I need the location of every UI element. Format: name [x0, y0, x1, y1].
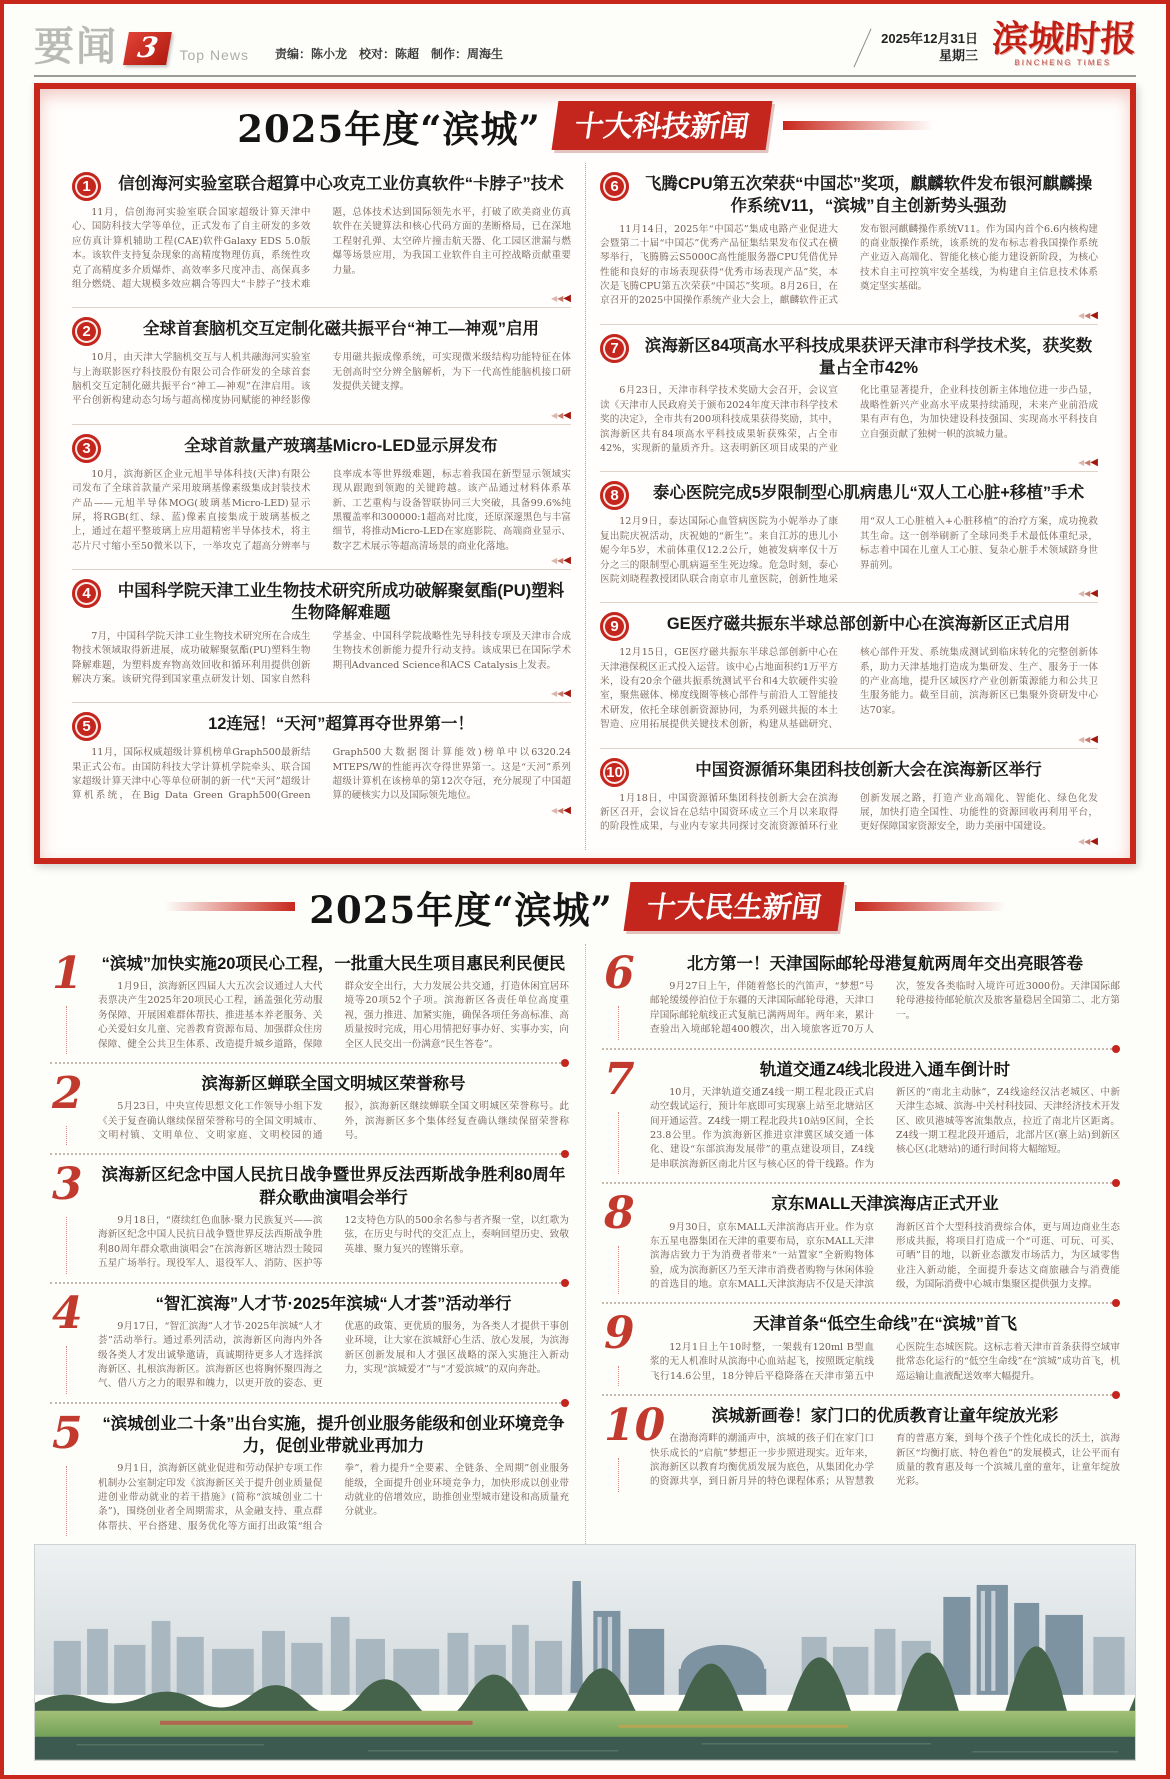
- livelihood-news-item-9: [602, 1302, 1120, 1393]
- news-headline: 全球首款量产玻璃基Micro-LED显示屏发布: [184, 436, 498, 455]
- livelihood-news-item-5: [50, 1402, 569, 1544]
- item-number-badge: 10: [600, 758, 629, 787]
- news-body: 9月30日，京东MALL天津滨海店开业。作为京东五星电器集团在天津的重要布局，京东MALL天津滨海店致力于为消费者带来“一站置家”全新购物体验，成为滨海新区乃至天津市消费者购物与休闲体验的首选目的地。京东MALL天津滨海店不仅是天津滨海新区首个大型科技消费综合体，更与周边商业生态形成共振，将项目打造成一个“可逛、可玩、可买、可晒”目的地，以新业态激发市场活力，为区域零售业注入新动能，全面提升泰达文商旅融合与消费能级，为国际消费中心城市集聚区提供强力支撑。: [650, 1221, 1120, 1291]
- dotted-rail: [66, 1346, 67, 1394]
- tech-section-title-row: [58, 93, 1112, 163]
- dotted-rail: [66, 1126, 67, 1145]
- end-arrows-icon: ◀◀◀: [550, 293, 571, 305]
- page-header: [34, 14, 1136, 77]
- news-body: 5月23日，中央宣传思想文化工作领导小组下发《关于复查确认继续保留荣誉称号的全国文明城市、文明村镇、文明单位、文明家庭、文明校园的通报》，滨海新区继续蝉联全国文明城区荣誉称号。此外，滨海新区多个集体经复查确认继续保留荣誉称号。: [98, 1101, 569, 1142]
- gradient-rule: [165, 902, 295, 911]
- item-number: 4: [52, 1287, 83, 1339]
- tech-left-column: [58, 163, 585, 850]
- livelihood-section-title: 2025年度“滨城”: [309, 887, 613, 932]
- tech-section-badge: 十大科技新闻: [551, 101, 772, 150]
- item-number-badge: 7: [600, 334, 629, 363]
- cityscape-illustration: [35, 1545, 1135, 1760]
- dotted-rail: [618, 1458, 619, 1492]
- livelihood-news-item-2: [50, 1062, 569, 1153]
- news-body: 1月18日，中国资源循环集团科技创新大会在滨海新区召开，会议旨在总结中国资环成立三个月以来取得的阶段性成果，与业内专家共同探讨交流资源循环行业创新发展之路，打造产业高端化、智能化、绿色化发展，加快打造全国性、功能性的资源回收再利用平台，更好保障国家资源安全，助力美丽中国建设。: [600, 792, 1098, 833]
- news-body: 9月18日，“赓续红色血脉·聚力民族复兴——滨海新区纪念中国人民抗日战争暨世界反法西斯战争胜利80周年群众歌曲演唱会”在滨海新区塘沽烈士陵园五星广场举行。现役军人、退役军人、消防、医护等12支特色方队的500余名参与者齐聚一堂，以红歌为弦，在历史与时代的交汇点上，奏响回望历史、致敬英雄、聚力复兴的铿锵乐章。: [98, 1214, 569, 1270]
- news-body: 11月，信创海河实验室联合国家超级计算天津中心、国防科技大学等单位，正式发布了自主研发的多效应仿真计算机辅助工程(CAE)软件Galaxy EDS 5.0版本。该软件支持复杂现象的高精度物理仿真，系统性攻克了高精度多介质爆炸、高效率多尺度冲击、高保真多组分燃烧、超大规模多效应耦合等四大“卡脖子”技术难题，总体技术达到国际领先水平，打破了欧美商业仿真软件在关键算法和核心代码方面的垄断格局，已在深地工程射孔弹、太空碎片撞击航天器、化工园区泄漏与燃爆等场景应用，为我国工业软件自主可控战略贡献重要力量。: [72, 206, 571, 290]
- news-body: 9月27日上午，伴随着悠长的汽笛声，“梦想”号邮轮缓缓停泊位于东疆的天津国际邮轮母港，天津口岸国际邮轮航线正式复航已满两周年。两年来，累计查验出入境邮轮超400艘次，出入境旅客近70万人次，签发各类临时入境许可近3000份。天津国际邮轮母港接待邮轮航次及旅客量稳居全国第二、北方第一。: [650, 981, 1120, 1036]
- tech-news-item-7: [600, 324, 1098, 471]
- section-label-english: Top News: [179, 46, 249, 63]
- tech-news-item-2: [72, 307, 571, 424]
- end-arrows-icon: ◀◀◀: [1077, 733, 1098, 745]
- livelihood-news-item-3: [50, 1153, 569, 1281]
- livelihood-right-column: [585, 944, 1136, 1544]
- dotted-rail: [66, 1217, 67, 1273]
- livelihood-news-item-1: [50, 944, 569, 1062]
- livelihood-news-item-10: [602, 1394, 1120, 1500]
- item-number: 8: [604, 1188, 635, 1240]
- news-headline: “智汇滨海”人才节·2025年滨城“人才荟”活动举行: [155, 1294, 512, 1313]
- news-body: 12月1日上午10时整，一架载有120ml B型血浆的无人机准时从滨海中心血站起飞，按照既定航线飞行14.6公里，18分钟后平稳降落在天津市第五中心医院生态城医院。这标志着天津市首条获得空域审批常态化运行的“低空生命线”在“滨城”成功首飞，机巡运输让血液配送效率大幅提升。: [650, 1341, 1120, 1382]
- diagonal-divider: [854, 29, 872, 68]
- news-headline: 飞腾CPU第五次荣获“中国芯”奖项，麒麟软件发布银河麒麟操作系统V11，“滨城”自主创新势头强劲: [644, 174, 1093, 216]
- news-headline: 天津首条“低空生命线”在“滨城”首飞: [753, 1315, 1017, 1334]
- news-headline: 北方第一！天津国际邮轮母港复航两周年交出亮眼答卷: [687, 954, 1083, 973]
- news-headline: GE医疗磁共振东半球总部创新中心在滨海新区正式启用: [666, 615, 1071, 634]
- item-number: 10: [604, 1399, 666, 1451]
- end-arrows-icon: ◀◀◀: [1077, 588, 1098, 600]
- tech-right-column: [585, 163, 1112, 850]
- gradient-rule: [783, 121, 933, 130]
- item-number: 1: [52, 947, 83, 999]
- news-body: 11月14日，2025年“中国芯”集成电路产业促进大会暨第二十届“中国芯”优秀产品征集结果发布仪式在横琴举行，飞腾腾云S5000C高性能服务器CPU凭借优异性能和良好的市场表现获得“优秀市场表现产品”奖，本次是飞腾CPU第五次荣获“中国芯”奖项。8月26日，在京召开的2025中国操作系统产业大会上，麒麟软件正式发布银河麒麟操作系统V11。作为国内首个6.6内核构建的商业版操作系统，该系统的发布标志着我国操作系统产业迈入高端化、智能化核心能力建设新阶段，为核心技术自主可控筑牢安全基线，为构建自主信息技术体系奠定坚实基础。: [600, 223, 1098, 307]
- news-body: 7月，中国科学院天津工业生物技术研究所在合成生物技术领域取得新进展，成功破解聚氨酯(PU)塑料生物降解难题，为塑料废弃物高效回收和循环利用提供创新解决方案。该研究得到国家重点研发计划、国家自然科学基金、中国科学院战略性先导科技专项及天津市合成生物技术创新能力提升行动支持。该成果已在国际学术期刊Advanced Science和ACS Catalysis上发表。: [72, 630, 571, 685]
- publication-date: [881, 30, 978, 65]
- tech-news-item-9: [600, 602, 1098, 747]
- news-headline: 京东MALL天津滨海店正式开业: [771, 1195, 999, 1214]
- item-number-badge: 5: [72, 712, 101, 741]
- livelihood-news-item-7: [602, 1048, 1120, 1183]
- page-number: 3: [135, 31, 161, 65]
- news-body: 9月1日，滨海新区就业促进和劳动保护专项工作机制办公室制定印发《滨海新区关于提升创业质量促进创业带动就业的若干措施》(简称“滨城创业二十条”)，围绕创业者全周期需求，从金融支持、重点群体帮扶、平台搭建、服务优化等方面打出政策“组合拳”，着力提升“全要素、全链条、全周期”创业服务能级，全面提升创业环境竞争力，加快形成以创业带动就业的倍增效应，助推创业型城市建设和高质量充分就业。: [98, 1463, 569, 1532]
- news-body: 9月17日，“智汇滨海”人才节·2025年滨城“人才荟”活动举行。通过系列活动，滨海新区向海内外各级各类人才发出诚挚邀请，真诚期待更多人才选择滨海新区、扎根滨海新区。滨海新区也将胸怀聚四海之气、借八方之力的眼界和魄力，以更开放的姿态、更优惠的政策、更优质的服务，为各类人才提供干事创业环境，让大家在滨城舒心生活、放心发展，为滨海新区创新发展和人才强区战略的深入实施注入新动力，实现“滨城爱才”与“才爱滨城”的双向奔赴。: [98, 1320, 569, 1390]
- news-headline: 泰心医院完成5岁限制型心肌病患儿“双人工心脏+移植”手术: [652, 484, 1085, 503]
- tech-news-item-10: [600, 748, 1098, 850]
- news-body: 11月，国际权威超级计算机榜单Graph500最新结果正式公布。由国防科技大学计算机学院牵头、联合国家超级计算天津中心等单位研制的新一代“天河”超级计算机系统，在Big Data Green Graph500(Green Graph500大数据图计算能效)榜单中以6320.24 MTEPS/W的性能再次夺得世界第一。这是“天河”系列超级计算机在该榜单的第12次夺冠，充分展现了中国超算的硬核实力以及国际领先地位。: [72, 747, 571, 802]
- item-number-badge: 9: [600, 612, 629, 641]
- news-body: 在渤海湾畔的潮涌声中，滨城的孩子们在家门口快乐成长的“启航”梦想正一步步照进现实。近年来，滨海新区以教育均衡优质发展为底色，从集团化办学的资源共享，到日新月异的特色课程体系；从智慧教育的普惠方案，到每个孩子个性化成长的沃土，滨海新区“均衡打底、特色着色”的发展模式，让公平而有质量的教育惠及每一个滨城儿童的童年，让童年绽放光彩。: [650, 1433, 1120, 1488]
- dotted-rail: [66, 1006, 67, 1054]
- dotted-rail: [618, 1006, 619, 1040]
- cityscape-photo: [34, 1544, 1136, 1761]
- livelihood-section-badge: 十大民生新闻: [623, 882, 844, 931]
- news-headline: “滨城”加快实施20项民心工程，一批重大民生项目惠民利民便民: [101, 954, 566, 973]
- dotted-rail: [66, 1466, 67, 1536]
- news-headline: 轨道交通Z4线北段进入通车倒计时: [759, 1060, 1011, 1079]
- item-number-badge: 3: [72, 434, 101, 463]
- tech-news-item-4: [72, 569, 571, 702]
- news-headline: 12连冠！“天河”超算再夺世界第一！: [208, 715, 474, 734]
- end-arrows-icon: ◀◀◀: [1077, 309, 1098, 321]
- livelihood-left-column: [34, 944, 585, 1544]
- tech-news-item-5: [72, 702, 571, 819]
- end-arrows-icon: ◀◀◀: [550, 688, 571, 700]
- section-label: 要闻: [34, 24, 118, 69]
- news-headline: 滨海新区蝉联全国文明城区荣誉称号: [201, 1075, 466, 1094]
- news-headline: 滨海新区84项高水平科技成果获评天津市科学技术奖，获奖数量占全市42%: [644, 336, 1093, 378]
- livelihood-news-item-6: [602, 944, 1120, 1048]
- page-number-badge: [123, 32, 172, 65]
- news-headline: 中国科学院天津工业生物技术研究所成功破解聚氨酯(PU)塑料生物降解难题: [117, 582, 565, 623]
- end-arrows-icon: ◀◀◀: [1077, 835, 1098, 847]
- newspaper-masthead: [990, 17, 1138, 67]
- masthead-english: BINCHENG TIMES: [1014, 57, 1112, 67]
- gradient-rule: [855, 902, 1005, 911]
- news-body: 12月15日，GE医疗磁共振东半球总部创新中心在天津港保税区正式投入运营。该中心占地面积约1万平方米，设有20余个磁共振系统测试平台和4大软硬件实验室，聚焦磁体、梯度线圈等核心部件与前沿人工智能技术研发，依托全球创新资源协同，为系列磁共振的本土智造、应用拓展提供关键技术创新，构建从基础研究、核心部件开发、系统集成测试到临床转化的完整创新体系，助力天津基地打造成为集研发、生产、服务于一体的产业高地，提升区域医疗产业创新策源能力和公共卫生服务能力。截至目前，滨海新区已集聚外资研发中心达70家。: [600, 647, 1098, 731]
- item-number: 3: [52, 1159, 83, 1211]
- tech-news-item-6: [600, 163, 1098, 324]
- news-body: 10月，滨海新区企业元旭半导体科技(天津)有限公司发布了全球首款量产采用玻璃基像素级集成封装技术产品——元旭半导体MOG(玻璃基Micro-LED)显示屏，将RGB(红、绿、蓝)像素直接集成于玻璃基板之上，通过在超平整玻璃上应用超精密半导体技术，将主芯片尺寸缩小至50微米以下，一举攻克了超高分辨率与良率成本等世界级难题，标志着我国在新型显示领域实现从跟跑到领跑的关键跨越。该产品通过材料体系革新、工艺重构与设备智联协同三大突破，具备99.6%纯黑覆盖率和300000:1超高对比度，还原深邃黑色与丰富细节，将推动Micro-LED在家庭影院、高端商业显示、数字艺术展示等超高清场景的商业化落地。: [72, 468, 571, 552]
- tech-news-item-3: [72, 424, 571, 569]
- news-headline: 全球首套脑机交互定制化磁共振平台“神工—神观”启用: [143, 320, 539, 339]
- item-number-badge: 6: [600, 172, 629, 201]
- end-arrows-icon: ◀◀◀: [550, 555, 571, 567]
- weekday-text: 星期三: [938, 48, 978, 64]
- end-arrows-icon: ◀◀◀: [550, 409, 571, 421]
- dotted-rail: [618, 1366, 619, 1385]
- news-headline: 滨海新区纪念中国人民抗日战争暨世界反法西斯战争胜利80周年群众歌曲演唱会举行: [101, 1166, 566, 1207]
- tech-columns: [58, 163, 1112, 850]
- item-number-badge: 2: [72, 317, 101, 346]
- news-headline: 中国资源循环集团科技创新大会在滨海新区举行: [695, 760, 1042, 779]
- news-body: 12月9日，泰达国际心血管病医院为小妮举办了康复出院庆祝活动，庆祝她的“新生”。来自江苏的患儿小妮今年5岁，术前体重仅12.2公斤，她被发病率仅十万分之三的限制型心肌病逼至生死边缘。危急时刻，泰心医院刘晓程教授团队联合南京市儿童医院，创新性地采用“双人工心脏植入+心脏移植”的治疗方案，成功挽救其生命。这一创举刷新了全球同类手术最低体重纪录，标志着中国在儿童人工心脏、复杂心脏手术领域跻身世界前列。: [600, 516, 1098, 585]
- end-arrows-icon: ◀◀◀: [550, 804, 571, 816]
- livelihood-news-item-8: [602, 1182, 1120, 1302]
- livelihood-news-section: [34, 874, 1136, 1544]
- tech-section-title: 2025年度“滨城”: [237, 106, 541, 151]
- editor-credits: 责编：陈小龙 校对：陈超 制作：周海生: [274, 46, 503, 61]
- news-headline: 滨城新画卷！家门口的优质教育让童年绽放光彩: [711, 1406, 1059, 1425]
- item-number-badge: 4: [72, 579, 101, 608]
- news-body: 10月，天津轨道交通Z4线一期工程北段正式启动空载试运行，预计年底即可实现寨上站至北塘站区间开通运营。Z4线一期工程北段共10站9区间，全长23.8公里。作为滨海新区推进京津冀区域交通一体化、建设“东部滨海发展带”的重点建设项目，Z4线是串联滨海新区南北片区与核心区的骨干线路。作为新区的“南北主动脉”，Z4线途经汉沽老城区、中新天津生态城、滨海-中关村科技园、天津经济技术开发区、欧贝港城等客流集散点，拉近了南北片区距离。Z4线一期工程北段开通后，北部片区(寨上站)到新区核心区(北塘站)的通行时间将大幅缩短。: [650, 1086, 1120, 1170]
- dotted-rail: [618, 1112, 619, 1175]
- item-number-badge: 1: [72, 172, 101, 201]
- item-number: 6: [604, 947, 635, 999]
- item-number: 2: [52, 1068, 83, 1120]
- tech-news-item-1: [72, 163, 571, 307]
- item-number: 9: [604, 1308, 635, 1360]
- livelihood-section-title-row: [34, 874, 1136, 944]
- item-number-badge: 8: [600, 481, 629, 510]
- end-arrows-icon: ◀◀◀: [1077, 457, 1098, 469]
- livelihood-news-item-4: [50, 1282, 569, 1402]
- tech-news-section: [34, 83, 1136, 864]
- masthead-text: 滨城时报: [990, 17, 1138, 60]
- news-body: 6月23日，天津市科学技术奖励大会召开，会议宣读《天津市人民政府关于颁布2024年度天津市科学技术奖的决定》，全市共有200项科技成果获得奖励，其中，滨海新区共有84项高水平科技成果斩获殊荣，占全市42%，实现新的量质齐升。这表明新区项目成果的产业化比重显著提升，企业科技创新主体地位进一步凸显，战略性新兴产业高水平成果持续涌现，未来产业前沿成果有声有色，为加快建设科技强国、实现高水平科技自立自强贡献了独树一帜的滨城力量。: [600, 385, 1098, 454]
- livelihood-columns: [34, 944, 1136, 1544]
- item-number: 7: [604, 1053, 635, 1105]
- news-headline: 信创海河实验室联合超算中心攻克工业仿真软件“卡脖子”技术: [118, 174, 564, 193]
- dotted-rail: [618, 1246, 619, 1294]
- news-body: 1月9日，滨海新区四届人大五次会议通过人大代表票决产生2025年20项民心工程，涵盖强化劳动服务保障、开展困难群体帮扶、推进基本养老服务、关心关爱妇女儿童、完善教育资源布局、加强群众住房保障、健全公共卫生体系、改造提升城乡道路，保障群众安全出行，大力发展公共交通，打造休闲宜居环境等20项52个子项。滨海新区各责任单位高度重视，强力推进、加紧实施，确保各项任务高标准、高质量按时完成，用心用情把好事办好、实事办实，向全区人民交出一份满意“民生答卷”。: [98, 981, 569, 1050]
- date-text: 2025年12月31日: [881, 30, 978, 46]
- item-number: 5: [52, 1407, 83, 1459]
- news-headline: “滨城创业二十条”出台实施，提升创业服务能级和创业环境竞争力，促创业带就业再加力: [102, 1414, 565, 1456]
- tech-news-item-8: [600, 471, 1098, 602]
- news-body: 10月，由天津大学脑机交互与人机共融海河实验室与上海联影医疗科技股份有限公司合作研发的全球首套脑机交互定制化磁共振平台“神工—神观”在津启用。该平台创新构建动态匀场与超高梯度协同赋能的神经影像专用磁共振成像系统，可实现微米级结构功能特征在体无创高时空分辨全脑解析，为下一代高性能脑机接口研发提供关键支撑。: [72, 352, 571, 407]
